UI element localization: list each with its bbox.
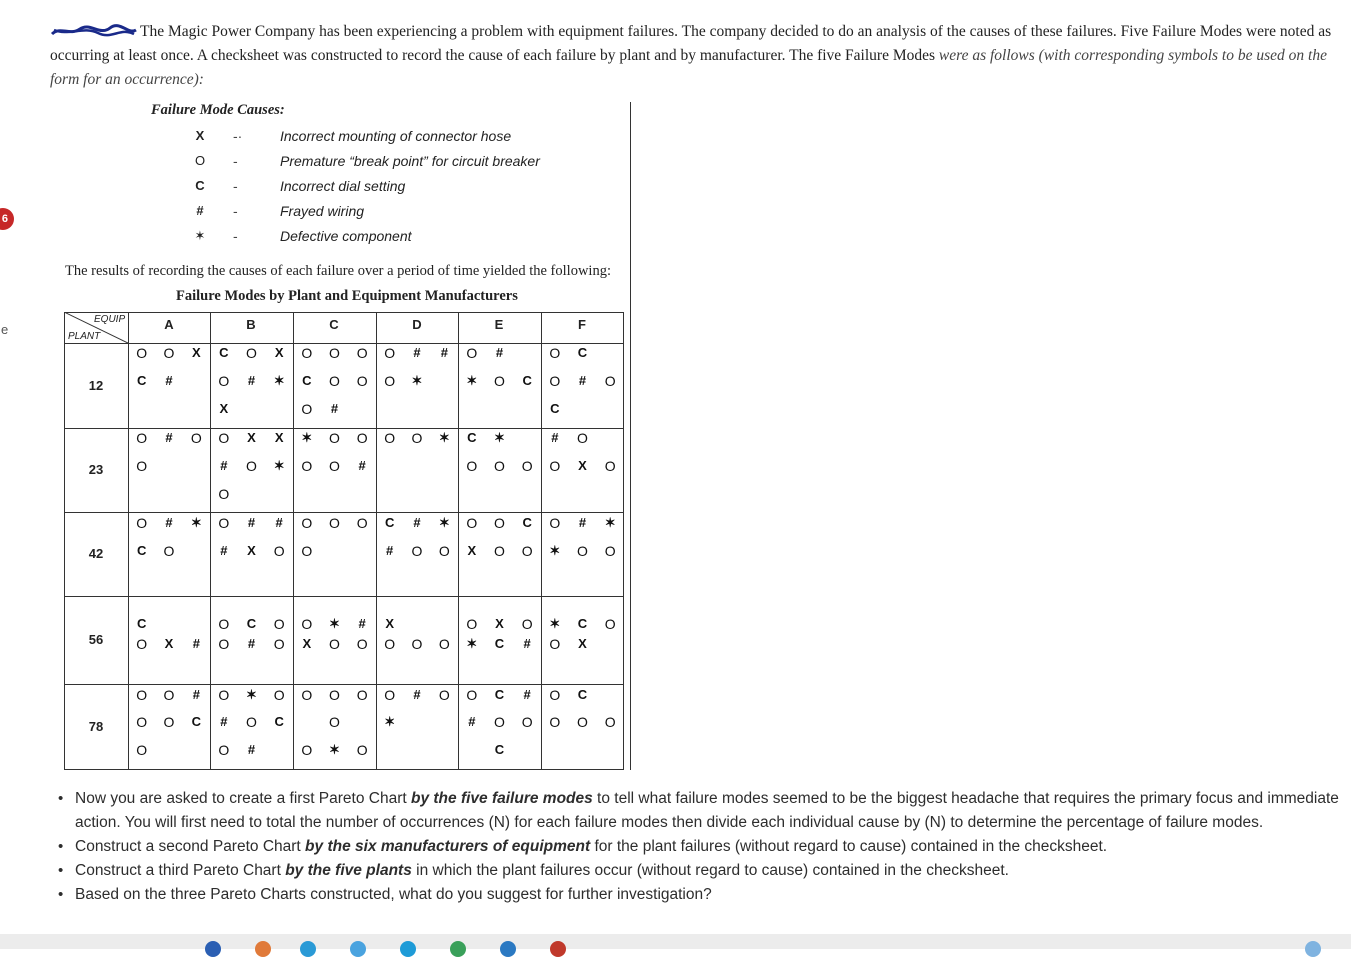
failure-mark: O [549, 345, 561, 361]
taskbar-app-icon[interactable] [300, 941, 316, 957]
failure-mark: O [218, 373, 230, 389]
failure-mark: # [165, 430, 173, 445]
failure-mark: O [438, 687, 450, 703]
legend-dash: - [233, 178, 238, 194]
failure-mark: ✶ [273, 458, 285, 473]
failure-mark: O [136, 687, 148, 703]
failure-mark: O [136, 714, 148, 730]
manufacturer-header: E [494, 317, 504, 332]
failure-mark: O [384, 345, 396, 361]
failure-mark: O [411, 543, 423, 559]
failure-mark: O [329, 458, 340, 474]
failure-mark: # [192, 636, 200, 651]
failure-mark: C [274, 714, 284, 729]
failure-mark: O [218, 486, 230, 502]
problem-intro [50, 20, 1335, 92]
failure-mark: ✶ [549, 616, 561, 631]
failure-mark: X [247, 430, 256, 445]
instruction-text: Based on the three Pareto Charts constructed, what do you suggest for further investigation? [75, 886, 712, 903]
failure-mark: O [438, 543, 450, 559]
failure-mark: O [329, 687, 340, 703]
corner-equip-label: EQUIP [94, 314, 126, 325]
failure-mark: O [466, 616, 478, 632]
failure-mark: O [329, 430, 340, 446]
failure-mark: C [577, 616, 588, 631]
intro-text-italic: were as follows (with corresponding symbols to be used on the form for an occurrence): [50, 47, 1327, 88]
legend-dash: - [233, 153, 238, 169]
failure-mark: # [220, 458, 228, 473]
failure-mark: O [604, 458, 616, 474]
instruction-item [58, 835, 1348, 859]
failure-mark: # [275, 515, 283, 530]
failure-mark: C [577, 687, 588, 702]
failure-mark: ✶ [411, 373, 423, 388]
failure-mark: O [301, 687, 313, 703]
intro-text: The Magic Power Company has been experiencing a problem with equipment failures. The company decided to do an analysis of the causes of these failures. Five Failure Modes were noted as occurring at least once. A checksheet was constructed to record the cause of each failure by plant and by manufacturer. The five Failure Modes [50, 23, 1332, 64]
failure-mark: O [329, 714, 340, 730]
failure-mark: X [274, 345, 284, 360]
failure-mark: O [604, 373, 616, 389]
failure-mark: # [413, 687, 421, 702]
failure-mark: C [384, 515, 395, 530]
failure-mark: O [521, 616, 533, 632]
failure-mark: O [163, 345, 175, 361]
instruction-item [58, 787, 1348, 835]
legend-dash: - [233, 228, 238, 244]
clipped-edge-text: e [1, 322, 9, 337]
taskbar-app-icon[interactable] [450, 941, 466, 957]
failure-mark: ✶ [190, 515, 202, 530]
instructions-list [58, 787, 1348, 907]
failure-mark: O [218, 687, 230, 703]
plant-label: 78 [88, 719, 104, 734]
failure-mark: O [273, 616, 285, 632]
failure-mark: O [384, 430, 396, 446]
legend-dash: -· [233, 128, 243, 144]
failure-mark: O [246, 345, 257, 361]
taskbar-app-icon[interactable] [255, 941, 271, 957]
instruction-text: Construct a third Pareto Chart [75, 862, 286, 879]
taskbar-app-icon[interactable] [1305, 941, 1321, 957]
failure-mark: # [358, 458, 366, 473]
failure-mark: O [494, 458, 505, 474]
table-title: Failure Modes by Plant and Equipment Manufacturers [176, 288, 518, 304]
failure-mark: C [522, 373, 532, 388]
failure-mark: C [522, 515, 532, 530]
failure-mark: C [136, 616, 147, 631]
failure-mark: O [163, 543, 175, 559]
failure-mark: O [466, 345, 478, 361]
manufacturer-header: C [329, 317, 339, 332]
failure-mark: ✶ [438, 430, 450, 445]
failure-mark: O [494, 515, 505, 531]
corner-plant-label: PLANT [68, 331, 101, 342]
margin-line [630, 102, 631, 770]
failure-mark: O [136, 515, 148, 531]
plant-label: 56 [88, 632, 104, 647]
failure-mark: O [549, 373, 561, 389]
failure-mark: O [246, 458, 257, 474]
failure-mark: X [247, 543, 256, 558]
failure-mark: C [494, 742, 505, 757]
failure-mark: C [550, 401, 560, 416]
failure-mark: O [577, 543, 588, 559]
failure-mark: O [577, 714, 588, 730]
failure-mark: # [247, 636, 256, 651]
failure-mark: ✶ [438, 515, 450, 530]
manufacturer-header: F [578, 317, 586, 332]
failure-mark: O [466, 515, 478, 531]
failure-mark: O [577, 430, 588, 446]
failure-mark: # [165, 373, 173, 388]
taskbar-app-icon[interactable] [205, 941, 221, 957]
instruction-item [58, 859, 1348, 883]
instruction-emphasis: by the six manufacturers of equipment [305, 838, 591, 855]
failure-mark: O [356, 636, 368, 652]
failure-mark: O [329, 636, 340, 652]
legend-description: Premature “break point” for circuit breaker [280, 153, 540, 169]
failure-mark: O [494, 543, 505, 559]
taskbar-app-icon[interactable] [400, 941, 416, 957]
failure-mark: # [247, 515, 256, 530]
failure-mark: O [218, 430, 230, 446]
failure-mark: X [467, 543, 477, 558]
failure-mark: ✶ [273, 373, 285, 388]
failure-mark: X [578, 458, 587, 473]
instruction-emphasis: by the five plants [285, 862, 412, 879]
failure-mark: # [220, 714, 228, 729]
notification-badge: 6 [0, 208, 14, 230]
failure-mark: O [384, 373, 396, 389]
failure-mark: O [411, 430, 423, 446]
failure-mark: O [136, 430, 148, 446]
failure-mark: O [356, 687, 368, 703]
legend-description: Defective component [280, 228, 412, 244]
manufacturer-header: A [164, 317, 174, 332]
failure-mark: O [384, 636, 396, 652]
failure-mark: O [301, 543, 313, 559]
failure-mark: # [551, 430, 559, 445]
failure-mark: O [273, 687, 285, 703]
failure-mark: # [386, 543, 394, 558]
failure-mark: # [578, 373, 587, 388]
failure-mark: O [549, 714, 561, 730]
failure-mark: X [274, 430, 284, 445]
results-text: The results of recording the causes of each failure over a period of time yielded the following: [65, 263, 611, 279]
failure-mark: # [330, 401, 339, 416]
failure-mark: O [301, 616, 313, 632]
failure-mark: O [136, 636, 148, 652]
failure-mark: # [247, 373, 256, 388]
failure-mark: O [494, 714, 505, 730]
failure-mark: O [163, 687, 175, 703]
failure-mark: X [385, 616, 394, 631]
failure-mark: O [438, 636, 450, 652]
redaction-scribble-icon [50, 24, 138, 38]
failure-mark: O [218, 616, 230, 632]
instruction-item [58, 883, 1348, 907]
failure-mark: C [246, 616, 257, 631]
failure-mark: O [329, 373, 340, 389]
failure-mark: O [549, 636, 561, 652]
failure-mark: O [356, 515, 368, 531]
failure-mark: O [301, 401, 313, 417]
failure-mark: # [523, 687, 531, 702]
legend-description: Frayed wiring [280, 203, 365, 219]
plant-label: 42 [88, 546, 104, 561]
failure-mark: O [218, 515, 230, 531]
failure-mark: O [136, 345, 148, 361]
taskbar-app-icon[interactable] [550, 941, 566, 957]
failure-mark: O [301, 458, 313, 474]
plant-label: 23 [88, 462, 104, 477]
failure-mark: # [578, 515, 587, 530]
failure-mark: O [356, 742, 368, 758]
failure-mark: C [136, 543, 147, 558]
manufacturer-header: D [412, 317, 422, 332]
failure-mark: ✶ [329, 742, 340, 757]
legend-description: Incorrect dial setting [280, 178, 406, 194]
failure-mark: O [549, 515, 561, 531]
instruction-text: Now you are asked to create a first Pareto Chart [75, 790, 411, 807]
failure-mark: ✶ [466, 373, 478, 388]
failure-mark: O [356, 430, 368, 446]
failure-mark: X [578, 636, 587, 651]
failure-mark: O [521, 458, 533, 474]
failure-mark: # [220, 543, 228, 558]
failure-mark: O [384, 687, 396, 703]
failure-mark: O [466, 687, 478, 703]
legend-symbol: ✶ [194, 228, 206, 243]
legend-symbol: X [195, 128, 205, 143]
legend-symbol: C [195, 178, 205, 193]
failure-mark: O [273, 636, 285, 652]
failure-mark: O [549, 687, 561, 703]
failure-mark: O [136, 458, 148, 474]
failure-mark: C [494, 687, 505, 702]
failure-mark: O [356, 373, 368, 389]
failure-mark: # [413, 345, 421, 360]
failure-mark: O [190, 430, 202, 446]
failure-mark: X [302, 636, 312, 651]
failure-mark: O [329, 515, 340, 531]
failure-mark: X [495, 616, 504, 631]
failure-mark: ✶ [604, 515, 616, 530]
failure-mark: O [604, 543, 616, 559]
failure-mark: ✶ [466, 636, 478, 651]
failure-mark: # [495, 345, 504, 360]
legend-dash: - [233, 203, 238, 219]
legend-symbol: O [194, 153, 206, 168]
legend-title: Failure Mode Causes: [151, 102, 285, 118]
failure-mark: X [191, 345, 201, 360]
instruction-text: to tell what failure modes seemed to be the biggest headache that requires the primary focus and immediate action. You will first need to total the number of occurrences (N) for each failure modes then divide each individual cause by (N) to determine the percentage of failure modes. [75, 790, 1339, 831]
manufacturer-header: B [246, 317, 256, 332]
failure-mark: # [468, 714, 476, 729]
failure-mark: X [219, 401, 229, 416]
instruction-text: in which the plant failures occur (without regard to cause) contained in the checksheet. [411, 862, 1009, 879]
failure-mark: ✶ [494, 430, 505, 445]
failure-mark: # [440, 345, 448, 360]
failure-mark: # [413, 515, 421, 530]
failure-mark: # [192, 687, 200, 702]
failure-mark: C [577, 345, 588, 360]
taskbar-app-icon[interactable] [350, 941, 366, 957]
failure-mark: O [521, 543, 533, 559]
failure-mark: O [163, 714, 175, 730]
failure-mark: O [301, 345, 313, 361]
failure-mark: ✶ [301, 430, 313, 445]
failure-mark: O [273, 543, 285, 559]
instruction-emphasis: by the five failure modes [411, 790, 593, 807]
legend-description: Incorrect mounting of connector hose [280, 128, 512, 144]
failure-mark: C [494, 636, 505, 651]
failure-mark: O [521, 714, 533, 730]
failure-mark: O [549, 458, 561, 474]
failure-mark: # [358, 616, 366, 631]
failure-mark: O [329, 345, 340, 361]
failure-mark: O [356, 345, 368, 361]
failure-mark: ✶ [246, 687, 257, 702]
failure-mark: O [246, 714, 257, 730]
failure-mark: O [136, 742, 148, 758]
failure-mark: C [191, 714, 202, 729]
failure-mark: O [301, 515, 313, 531]
failure-mark: ✶ [549, 543, 561, 558]
failure-mark: # [247, 742, 256, 757]
failure-mark: O [604, 616, 616, 632]
instruction-text: for the plant failures (without regard to cause) contained in the checksheet. [590, 838, 1108, 855]
failure-mark: O [218, 742, 230, 758]
checksheet-table [64, 312, 624, 770]
failure-mark: O [466, 458, 478, 474]
failure-mark: C [219, 345, 229, 360]
failure-mark: X [164, 636, 174, 651]
taskbar-app-icon[interactable] [500, 941, 516, 957]
failure-mark: ✶ [329, 616, 340, 631]
failure-mark: C [136, 373, 147, 388]
failure-mark: ✶ [384, 714, 396, 729]
failure-mark: # [165, 515, 173, 530]
failure-mark: O [218, 636, 230, 652]
failure-mark: O [301, 742, 313, 758]
failure-mark: C [467, 430, 477, 445]
taskbar [0, 934, 1351, 949]
failure-mark: C [302, 373, 312, 388]
plant-label: 12 [88, 377, 104, 393]
instruction-text: Construct a second Pareto Chart [75, 838, 306, 855]
legend-symbol: # [196, 203, 204, 218]
failure-mark: O [604, 714, 616, 730]
failure-mark: O [411, 636, 423, 652]
failure-mark: O [494, 373, 505, 389]
failure-mark: # [523, 636, 531, 651]
